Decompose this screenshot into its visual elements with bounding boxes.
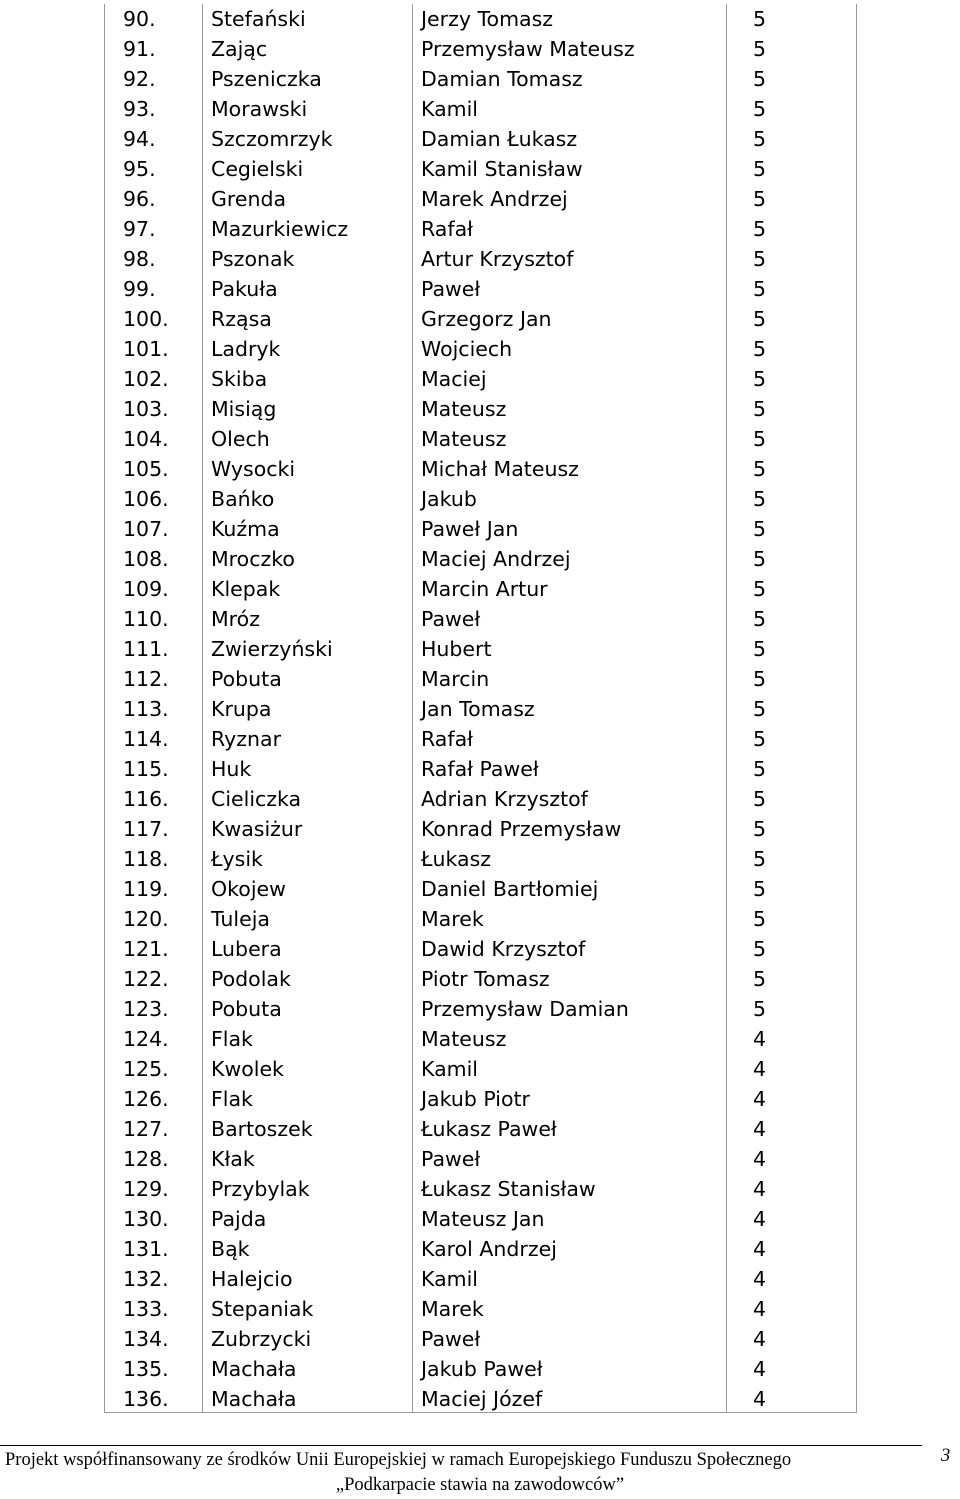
grade-cell: 5 xyxy=(753,247,767,271)
given-names-cell: Paweł xyxy=(421,607,481,631)
grade-cell: 5 xyxy=(753,367,767,391)
table-row xyxy=(104,34,857,64)
row-number: 109. xyxy=(123,577,169,601)
row-number: 134. xyxy=(123,1327,169,1351)
given-names-cell: Marcin Artur xyxy=(421,577,548,601)
surname-cell: Grenda xyxy=(211,187,287,211)
footer-slogan: „Podkarpacie stawia na zawodowców” xyxy=(335,1475,625,1495)
grade-cell: 4 xyxy=(753,1297,767,1321)
surname-cell: Zwierzyński xyxy=(211,637,333,661)
given-names-cell: Damian Łukasz xyxy=(421,127,578,151)
grade-cell: 4 xyxy=(753,1387,767,1411)
grade-cell: 5 xyxy=(753,427,767,451)
table-row xyxy=(104,214,857,244)
row-number: 132. xyxy=(123,1267,169,1291)
row-number: 127. xyxy=(123,1117,169,1141)
given-names-cell: Wojciech xyxy=(421,337,513,361)
given-names-cell: Dawid Krzysztof xyxy=(421,937,586,961)
given-names-cell: Kamil xyxy=(421,97,479,121)
grade-cell: 5 xyxy=(753,667,767,691)
row-number: 129. xyxy=(123,1177,169,1201)
surname-cell: Pobuta xyxy=(211,667,282,691)
row-number: 133. xyxy=(123,1297,169,1321)
given-names-cell: Przemysław Mateusz xyxy=(421,37,635,61)
table-row xyxy=(104,904,857,934)
given-names-cell: Przemysław Damian xyxy=(421,997,629,1021)
surname-cell: Pszeniczka xyxy=(211,67,322,91)
surname-cell: Machała xyxy=(211,1357,297,1381)
row-number: 111. xyxy=(123,637,169,661)
row-number: 115. xyxy=(123,757,169,781)
surname-cell: Pobuta xyxy=(211,997,282,1021)
surname-cell: Pajda xyxy=(211,1207,267,1231)
grade-cell: 5 xyxy=(753,997,767,1021)
table-row xyxy=(104,424,857,454)
table-row xyxy=(104,184,857,214)
surname-cell: Morawski xyxy=(211,97,308,121)
row-number: 117. xyxy=(123,817,169,841)
row-number: 107. xyxy=(123,517,169,541)
given-names-cell: Paweł Jan xyxy=(421,517,519,541)
grade-cell: 5 xyxy=(753,697,767,721)
given-names-cell: Mateusz Jan xyxy=(421,1207,545,1231)
grade-cell: 4 xyxy=(753,1177,767,1201)
surname-cell: Flak xyxy=(211,1027,253,1051)
table-row xyxy=(104,1174,857,1204)
surname-cell: Przybylak xyxy=(211,1177,310,1201)
given-names-cell: Marek Andrzej xyxy=(421,187,568,211)
table-row xyxy=(104,154,857,184)
grade-cell: 5 xyxy=(753,307,767,331)
grade-cell: 5 xyxy=(753,157,767,181)
table-row xyxy=(104,1084,857,1114)
row-number: 108. xyxy=(123,547,169,571)
surname-cell: Rząsa xyxy=(211,307,272,331)
table-row xyxy=(104,1054,857,1084)
surname-cell: Cieliczka xyxy=(211,787,302,811)
table-row xyxy=(104,664,857,694)
given-names-cell: Rafał Paweł xyxy=(421,757,539,781)
given-names-cell: Marek xyxy=(421,1297,484,1321)
row-number: 103. xyxy=(123,397,169,421)
row-number: 100. xyxy=(123,307,169,331)
table-row xyxy=(104,1354,857,1384)
table-row xyxy=(104,544,857,574)
table-row xyxy=(104,874,857,904)
table-row xyxy=(104,4,857,34)
surname-cell: Lubera xyxy=(211,937,282,961)
footer-rule xyxy=(0,1445,922,1446)
given-names-cell: Jerzy Tomasz xyxy=(421,7,554,31)
given-names-cell: Artur Krzysztof xyxy=(421,247,574,271)
grade-cell: 5 xyxy=(753,97,767,121)
row-number: 97. xyxy=(123,217,156,241)
given-names-cell: Maciej Andrzej xyxy=(421,547,571,571)
given-names-cell: Jan Tomasz xyxy=(421,697,535,721)
surname-cell: Machała xyxy=(211,1387,297,1411)
surname-cell: Tuleja xyxy=(211,907,270,931)
surname-cell: Pszonak xyxy=(211,247,295,271)
table-row xyxy=(104,1144,857,1174)
table-row xyxy=(104,844,857,874)
surname-cell: Szczomrzyk xyxy=(211,127,333,151)
row-number: 120. xyxy=(123,907,169,931)
given-names-cell: Konrad Przemysław xyxy=(421,817,622,841)
row-number: 95. xyxy=(123,157,156,181)
surname-cell: Ladryk xyxy=(211,337,281,361)
row-number: 102. xyxy=(123,367,169,391)
table-row xyxy=(104,1264,857,1294)
table-row xyxy=(104,394,857,424)
row-number: 114. xyxy=(123,727,169,751)
grade-cell: 4 xyxy=(753,1327,767,1351)
table-row xyxy=(104,1294,857,1324)
surname-cell: Podolak xyxy=(211,967,291,991)
row-number: 125. xyxy=(123,1057,169,1081)
grade-cell: 5 xyxy=(753,547,767,571)
grade-cell: 5 xyxy=(753,277,767,301)
table-row xyxy=(104,1324,857,1354)
row-number: 99. xyxy=(123,277,156,301)
table-row xyxy=(104,94,857,124)
row-number: 122. xyxy=(123,967,169,991)
row-number: 92. xyxy=(123,67,156,91)
surname-cell: Kwasiżur xyxy=(211,817,303,841)
given-names-cell: Marek xyxy=(421,907,484,931)
row-number: 116. xyxy=(123,787,169,811)
row-number: 112. xyxy=(123,667,169,691)
grade-cell: 5 xyxy=(753,517,767,541)
surname-cell: Olech xyxy=(211,427,270,451)
table-row xyxy=(104,964,857,994)
row-number: 119. xyxy=(123,877,169,901)
row-number: 101. xyxy=(123,337,169,361)
given-names-cell: Mateusz xyxy=(421,1027,507,1051)
table-row xyxy=(104,514,857,544)
grade-cell: 5 xyxy=(753,937,767,961)
surname-cell: Zając xyxy=(211,37,268,61)
table-row xyxy=(104,694,857,724)
given-names-cell: Kamil xyxy=(421,1267,479,1291)
given-names-cell: Paweł xyxy=(421,1147,481,1171)
given-names-cell: Jakub Paweł xyxy=(421,1357,543,1381)
row-number: 113. xyxy=(123,697,169,721)
given-names-cell: Damian Tomasz xyxy=(421,67,583,91)
given-names-cell: Maciej Józef xyxy=(421,1387,543,1411)
given-names-cell: Paweł xyxy=(421,1327,481,1351)
surname-cell: Bąk xyxy=(211,1237,250,1261)
row-number: 121. xyxy=(123,937,169,961)
row-number: 105. xyxy=(123,457,169,481)
row-number: 136. xyxy=(123,1387,169,1411)
surname-cell: Bartoszek xyxy=(211,1117,313,1141)
row-number: 96. xyxy=(123,187,156,211)
row-number: 123. xyxy=(123,997,169,1021)
grade-cell: 5 xyxy=(753,637,767,661)
grade-cell: 4 xyxy=(753,1207,767,1231)
students-table xyxy=(104,4,857,1413)
surname-cell: Cegielski xyxy=(211,157,304,181)
surname-cell: Kłak xyxy=(211,1147,255,1171)
surname-cell: Wysocki xyxy=(211,457,296,481)
row-number: 93. xyxy=(123,97,156,121)
row-number: 128. xyxy=(123,1147,169,1171)
given-names-cell: Karol Andrzej xyxy=(421,1237,557,1261)
grade-cell: 4 xyxy=(753,1117,767,1141)
row-number: 104. xyxy=(123,427,169,451)
grade-cell: 5 xyxy=(753,787,767,811)
surname-cell: Stefański xyxy=(211,7,306,31)
row-number: 130. xyxy=(123,1207,169,1231)
given-names-cell: Marcin xyxy=(421,667,490,691)
grade-cell: 5 xyxy=(753,37,767,61)
row-number: 90. xyxy=(123,7,156,31)
surname-cell: Bańko xyxy=(211,487,275,511)
surname-cell: Pakuła xyxy=(211,277,278,301)
given-names-cell: Grzegorz Jan xyxy=(421,307,552,331)
table-row xyxy=(104,334,857,364)
surname-cell: Huk xyxy=(211,757,252,781)
table-row xyxy=(104,364,857,394)
table-row xyxy=(104,274,857,304)
surname-cell: Okojew xyxy=(211,877,286,901)
grade-cell: 5 xyxy=(753,727,767,751)
footer-text: Projekt współfinansowany ze środków Unii Europejskiej w ramach Europejskiego Funduszu Społecznego xyxy=(5,1450,792,1470)
table-row xyxy=(104,1234,857,1264)
given-names-cell: Łukasz Paweł xyxy=(421,1117,557,1141)
grade-cell: 4 xyxy=(753,1057,767,1081)
surname-cell: Ryznar xyxy=(211,727,281,751)
grade-cell: 5 xyxy=(753,877,767,901)
surname-cell: Misiąg xyxy=(211,397,277,421)
table-row xyxy=(104,1384,857,1414)
grade-cell: 5 xyxy=(753,457,767,481)
grade-cell: 4 xyxy=(753,1237,767,1261)
surname-cell: Mroczko xyxy=(211,547,295,571)
row-number: 110. xyxy=(123,607,169,631)
table-row xyxy=(104,454,857,484)
given-names-cell: Maciej xyxy=(421,367,487,391)
row-number: 118. xyxy=(123,847,169,871)
grade-cell: 5 xyxy=(753,967,767,991)
table-row xyxy=(104,784,857,814)
given-names-cell: Piotr Tomasz xyxy=(421,967,550,991)
surname-cell: Kwolek xyxy=(211,1057,284,1081)
table-row xyxy=(104,634,857,664)
table-row xyxy=(104,304,857,334)
table-row xyxy=(104,724,857,754)
given-names-cell: Jakub Piotr xyxy=(421,1087,530,1111)
surname-cell: Zubrzycki xyxy=(211,1327,312,1351)
surname-cell: Skiba xyxy=(211,367,268,391)
grade-cell: 5 xyxy=(753,397,767,421)
grade-cell: 4 xyxy=(753,1357,767,1381)
surname-cell: Flak xyxy=(211,1087,253,1111)
given-names-cell: Rafał xyxy=(421,217,473,241)
surname-cell: Halejcio xyxy=(211,1267,293,1291)
grade-cell: 5 xyxy=(753,577,767,601)
surname-cell: Kuźma xyxy=(211,517,280,541)
grade-cell: 5 xyxy=(753,127,767,151)
table-row xyxy=(104,124,857,154)
grade-cell: 5 xyxy=(753,817,767,841)
surname-cell: Krupa xyxy=(211,697,272,721)
given-names-cell: Kamil xyxy=(421,1057,479,1081)
table-row xyxy=(104,574,857,604)
grade-cell: 5 xyxy=(753,7,767,31)
grade-cell: 5 xyxy=(753,487,767,511)
grade-cell: 5 xyxy=(753,757,767,781)
table-row xyxy=(104,604,857,634)
grade-cell: 5 xyxy=(753,67,767,91)
table-row xyxy=(104,994,857,1024)
given-names-cell: Daniel Bartłomiej xyxy=(421,877,599,901)
grade-cell: 5 xyxy=(753,607,767,631)
grade-cell: 4 xyxy=(753,1087,767,1111)
surname-cell: Mazurkiewicz xyxy=(211,217,349,241)
grade-cell: 4 xyxy=(753,1267,767,1291)
table-row xyxy=(104,64,857,94)
grade-cell: 4 xyxy=(753,1147,767,1171)
table-row xyxy=(104,1204,857,1234)
given-names-cell: Łukasz Stanisław xyxy=(421,1177,596,1201)
surname-cell: Stepaniak xyxy=(211,1297,314,1321)
row-number: 106. xyxy=(123,487,169,511)
surname-cell: Łysik xyxy=(211,847,263,871)
row-number: 124. xyxy=(123,1027,169,1051)
table-row xyxy=(104,484,857,514)
page-number: 3 xyxy=(941,1446,951,1466)
given-names-cell: Łukasz xyxy=(421,847,492,871)
table-row xyxy=(104,1024,857,1054)
grade-cell: 5 xyxy=(753,337,767,361)
given-names-cell: Jakub xyxy=(421,487,477,511)
row-number: 91. xyxy=(123,37,156,61)
row-number: 126. xyxy=(123,1087,169,1111)
given-names-cell: Hubert xyxy=(421,637,492,661)
given-names-cell: Paweł xyxy=(421,277,481,301)
row-number: 98. xyxy=(123,247,156,271)
grade-cell: 5 xyxy=(753,847,767,871)
given-names-cell: Mateusz xyxy=(421,427,507,451)
table-row xyxy=(104,1114,857,1144)
surname-cell: Klepak xyxy=(211,577,281,601)
given-names-cell: Michał Mateusz xyxy=(421,457,579,481)
given-names-cell: Rafał xyxy=(421,727,473,751)
row-number: 131. xyxy=(123,1237,169,1261)
grade-cell: 5 xyxy=(753,907,767,931)
given-names-cell: Mateusz xyxy=(421,397,507,421)
given-names-cell: Kamil Stanisław xyxy=(421,157,583,181)
table-row xyxy=(104,814,857,844)
row-number: 135. xyxy=(123,1357,169,1381)
grade-cell: 5 xyxy=(753,217,767,241)
grade-cell: 4 xyxy=(753,1027,767,1051)
table-row xyxy=(104,244,857,274)
row-number: 94. xyxy=(123,127,156,151)
grade-cell: 5 xyxy=(753,187,767,211)
surname-cell: Mróz xyxy=(211,607,260,631)
table-row xyxy=(104,754,857,784)
table-row xyxy=(104,934,857,964)
given-names-cell: Adrian Krzysztof xyxy=(421,787,588,811)
